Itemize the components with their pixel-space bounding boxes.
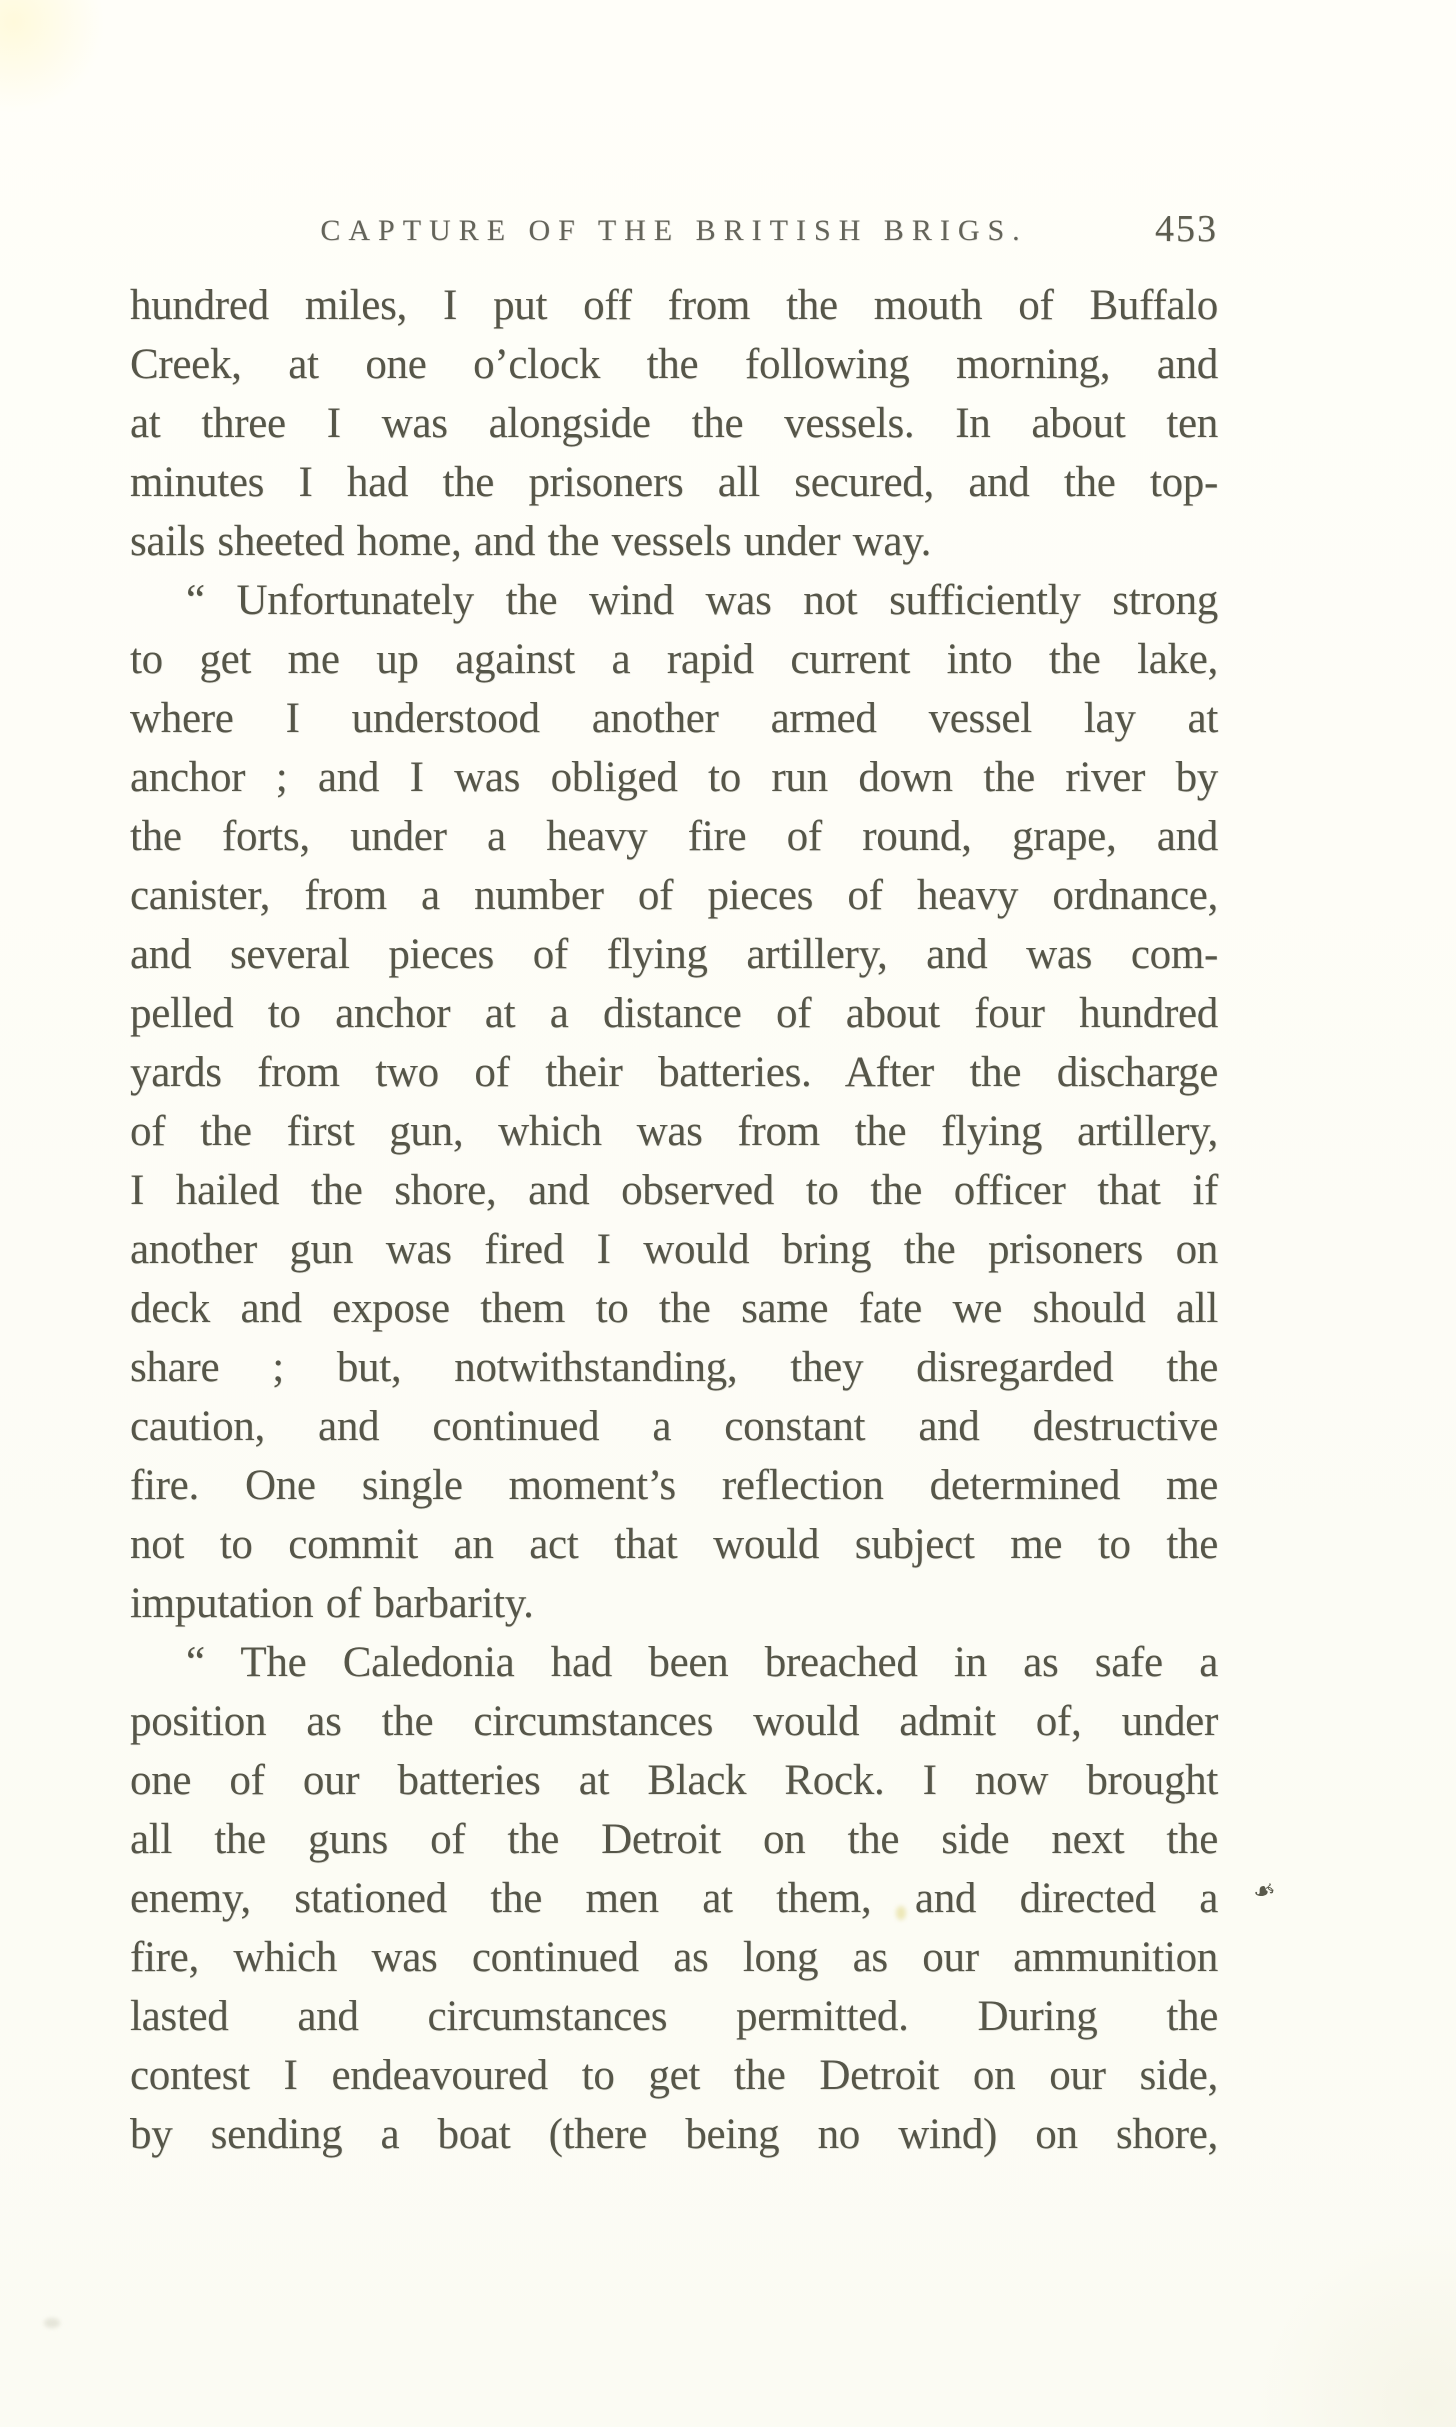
text-line: enemy, stationed the men at them, and directed a ❧ xyxy=(130,1873,1280,1922)
text-line: imputation of barbarity. xyxy=(130,1580,534,1627)
paper-speck xyxy=(896,1906,906,1920)
text-line: pelled to anchor at a distance of about four hundred xyxy=(130,990,1218,1037)
text-line: to get me up against a rapid current into the lake, xyxy=(130,636,1218,683)
text-line: contest I endeavoured to get the Detroit on our side, xyxy=(130,2052,1218,2099)
text-line: fire. One single moment’s reflection determined me xyxy=(130,1462,1218,1509)
text-line: minutes I had the prisoners all secured, and the top- xyxy=(130,459,1218,506)
text-line: and several pieces of flying artillery, and was com- xyxy=(130,931,1218,978)
text-line: sails sheeted home, and the vessels under way. xyxy=(130,518,932,565)
text-line: at three I was alongside the vessels. In about ten xyxy=(130,400,1218,447)
text-line: not to commit an act that would subject me to the xyxy=(130,1521,1218,1568)
text-line: hundred miles, I put off from the mouth of Buffalo xyxy=(130,282,1218,329)
text-line: share ; but, notwithstanding, they disregarded the xyxy=(130,1344,1218,1391)
text-line: by sending a boat (there being no wind) on shore, xyxy=(130,2111,1218,2158)
text-line: where I understood another armed vessel lay at xyxy=(130,695,1218,742)
text-line: deck and expose them to the same fate we should all xyxy=(130,1285,1218,1332)
text-line: “ Unfortunately the wind was not sufficiently strong xyxy=(186,577,1218,624)
text-line: one of our batteries at Black Rock. I now brought xyxy=(130,1757,1218,1804)
text-line: position as the circumstances would admit of, under xyxy=(130,1698,1218,1745)
page-number: 453 xyxy=(1155,208,1218,250)
text-line: Creek, at one o’clock the following morning, and xyxy=(130,341,1218,388)
paper-speck xyxy=(44,2318,60,2328)
text-line: yards from two of their batteries. After the discharge xyxy=(130,1049,1218,1096)
text-line: “ The Caledonia had been breached in as safe a xyxy=(186,1639,1218,1686)
text-line: canister, from a number of pieces of heavy ordnance, xyxy=(130,872,1218,919)
text-line: all the guns of the Detroit on the side next the xyxy=(130,1816,1218,1863)
text-line: of the first gun, which was from the flying artillery, xyxy=(130,1108,1218,1155)
text-line: fire, which was continued as long as our ammunition xyxy=(130,1934,1218,1981)
text-line: another gun was fired I would bring the prisoners on xyxy=(130,1226,1218,1273)
running-title: CAPTURE OF THE BRITISH BRIGS. xyxy=(320,214,1028,247)
text-line: the forts, under a heavy fire of round, grape, and xyxy=(130,813,1218,860)
page-header xyxy=(130,208,1218,256)
text-line: I hailed the shore, and observed to the officer that if xyxy=(130,1167,1218,1214)
text-line: anchor ; and I was obliged to run down the river by xyxy=(130,754,1218,801)
page-text xyxy=(130,276,1280,2164)
ink-blot-mark: ❧ xyxy=(1249,1873,1280,1909)
text-line: lasted and circumstances permitted. During the xyxy=(130,1993,1218,2040)
text-line: caution, and continued a constant and destructive xyxy=(130,1403,1218,1450)
